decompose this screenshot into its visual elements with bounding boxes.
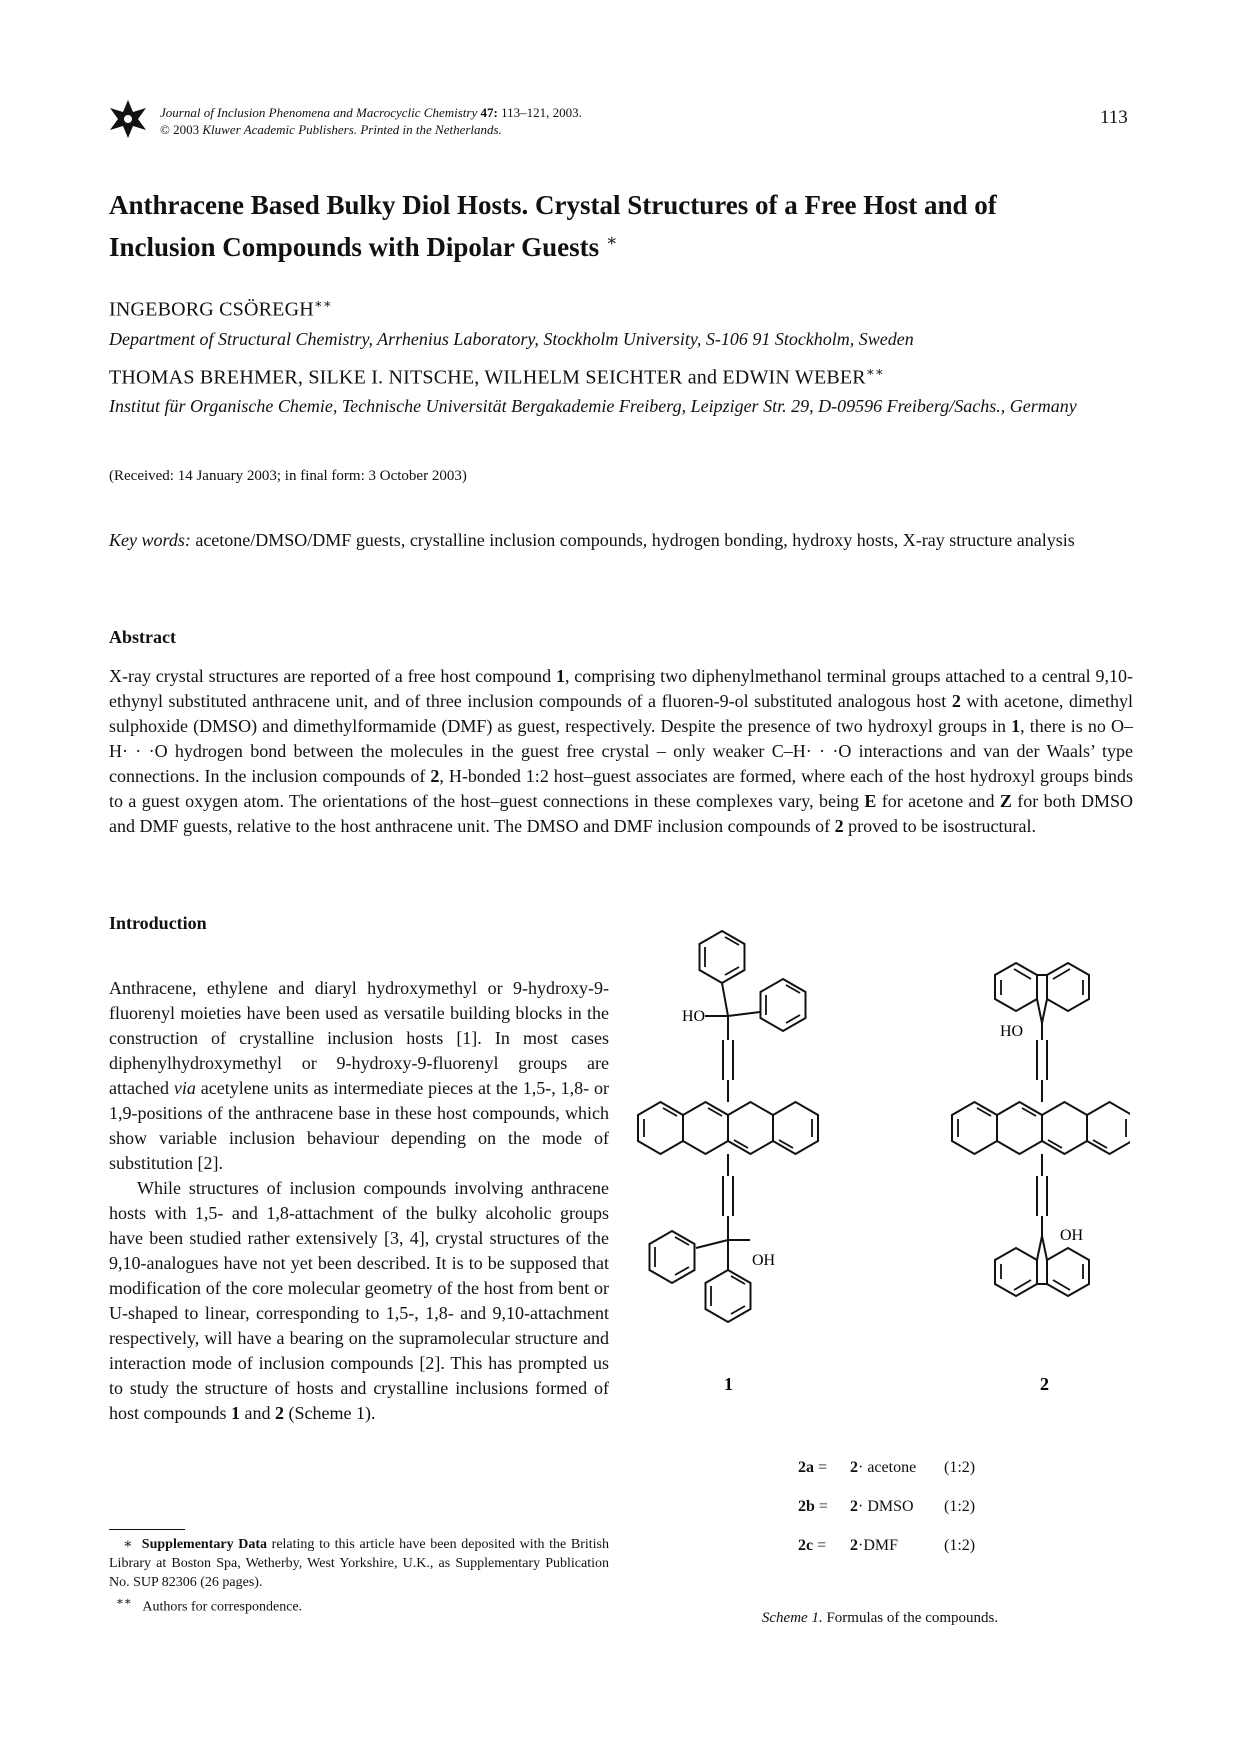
keywords-label: Key words: xyxy=(109,530,191,550)
author-2 xyxy=(109,364,884,390)
keywords-text: acetone/DMSO/DMF guests, crystalline inclusion compounds, hydrogen bonding, hydroxy hosts, X-ray structure analysis xyxy=(195,530,1075,550)
copyright: © 2003 xyxy=(160,122,200,137)
author-1-marker: ∗∗ xyxy=(313,296,332,311)
title-footnote-marker: ∗ xyxy=(605,231,618,250)
journal-name: Journal of Inclusion Phenomena and Macrocyclic Chemistry xyxy=(160,105,478,120)
affiliation-2: Institut für Organische Chemie, Technische Universität Bergakademie Freiberg, Leipziger Str. 29, D-09596 Freiberg/Sachs., Germany xyxy=(109,396,1077,416)
publisher: Kluwer Academic Publishers. xyxy=(202,122,358,137)
footnote-rule xyxy=(109,1529,185,1530)
author-1 xyxy=(109,296,332,322)
scheme-1-structures xyxy=(630,925,1130,1545)
page-number: 113 xyxy=(1100,107,1128,128)
compound-2-label: 2 xyxy=(1040,1374,1049,1394)
keywords xyxy=(109,528,1133,553)
footnotes xyxy=(109,1535,609,1617)
paper-title xyxy=(109,188,1139,265)
scheme-caption-text: Formulas of the compounds. xyxy=(826,1610,999,1626)
compound-2-structure xyxy=(952,963,1130,1296)
compound-1-structure xyxy=(638,931,818,1322)
compound-2-ho-label: HO xyxy=(1000,1023,1024,1040)
printed-location: Printed in the Netherlands. xyxy=(360,122,502,137)
compound-1-label: 1 xyxy=(724,1374,733,1394)
scheme-caption-label: Scheme 1. xyxy=(761,1610,823,1626)
journal-volume: 47: xyxy=(480,105,498,120)
scheme-caption xyxy=(630,1610,1130,1627)
affiliation-1: Department of Structural Chemistry, Arrhenius Laboratory, Stockholm University, S-106 91 Stockholm, Sweden xyxy=(109,329,914,349)
author-2-names: THOMAS BREHMER, SILKE I. NITSCHE, WILHELM SEICHTER and EDWIN WEBER xyxy=(109,366,866,389)
abstract-text: X-ray crystal structures are reported of a free host compound 1, comprising two diphenylmethanol terminal groups attached to a central 9,10-ethynyl substituted anthracene unit, and of three inclusion compounds of a fluoren-9-ol substituted analogous host 2 with acetone, dimethyl sulphoxide (DMSO) and dimethylformamide (DMF) as guest, respectively. Despite the presence of two hydroxyl groups in 1, there is no O–H· · ·O hydrogen bond between the molecules in the guest free crystal – only weaker C–H· · ·O interactions and van der Waals’ type connections. In the inclusion compounds of 2, H-bonded 1:2 host–guest associates are formed, where each of the host hydroxyl groups binds to a guest oxygen atom. The orientations of the host–guest connections in these complexes vary, being E for acetone and Z for both DMSO and DMF guests, relative to the host anthracene unit. The DMSO and DMF inclusion compounds of 2 proved to be isostructural. xyxy=(109,666,1133,836)
introduction-heading: Introduction xyxy=(109,913,207,933)
footnote-1: ∗ Supplementary Data relating to this article have been deposited with the British Library at Boston Spa, Wetherby, West Yorkshire, U.K., as Supplementary Publication No. SUP 82306 (26 pages). xyxy=(109,1537,610,1590)
abstract-heading: Abstract xyxy=(109,627,176,647)
title-line-1: Anthracene Based Bulky Diol Hosts. Crystal Structures of a Free Host and of xyxy=(109,190,997,220)
author-1-names: INGEBORG CSÖREGH xyxy=(109,298,314,321)
journal-header xyxy=(160,104,582,138)
compound-2-oh-label: OH xyxy=(1060,1227,1084,1244)
footnote-2: ∗∗ Authors for correspondence. xyxy=(116,1595,303,1615)
title-line-2: Inclusion Compounds with Dipolar Guests xyxy=(109,232,600,262)
introduction-text xyxy=(109,976,609,1426)
author-2-marker: ∗∗ xyxy=(865,364,884,379)
compound-1-ho-label: HO xyxy=(682,1008,706,1025)
compound-1-oh-label: OH xyxy=(752,1252,776,1269)
publisher-logo-icon xyxy=(108,98,148,140)
intro-paragraph-2: While structures of inclusion compounds involving anthracene hosts with 1,5- and 1,8-attachment of the bulky alcoholic groups have been studied rather extensively [3, 4], crystal structures of the 9,10-analogues have not yet been described. It is to be supposed that modification of the core molecular geometry of the host from bent or U-shaped to linear, corresponding to 1,5-, 1,8- and 9,10-attachment respectively, will have a bearing on the supramolecular structure and interaction mode of inclusion compounds [2]. This has prompted us to study the structure of hosts and crystalline inclusions formed of host compounds 1 and 2 (Scheme 1). xyxy=(109,1178,609,1423)
received-dates: (Received: 14 January 2003; in final form: 3 October 2003) xyxy=(109,468,467,484)
intro-paragraph-1: Anthracene, ethylene and diaryl hydroxymethyl or 9-hydroxy-9-fluorenyl moieties have been used as versatile building blocks in the construction of crystalline inclusion hosts [1]. In most cases diphenylhydroxymethyl or 9-hydroxy-9-fluorenyl groups are attached via acetylene units as intermediate pieces at the 1,5-, 1,8- or 1,9-positions of the anthracene base in these host compounds, which show variable inclusion behaviour depending on the mode of substitution [2]. xyxy=(109,978,609,1173)
journal-pages: 113–121, 2003. xyxy=(501,105,582,120)
